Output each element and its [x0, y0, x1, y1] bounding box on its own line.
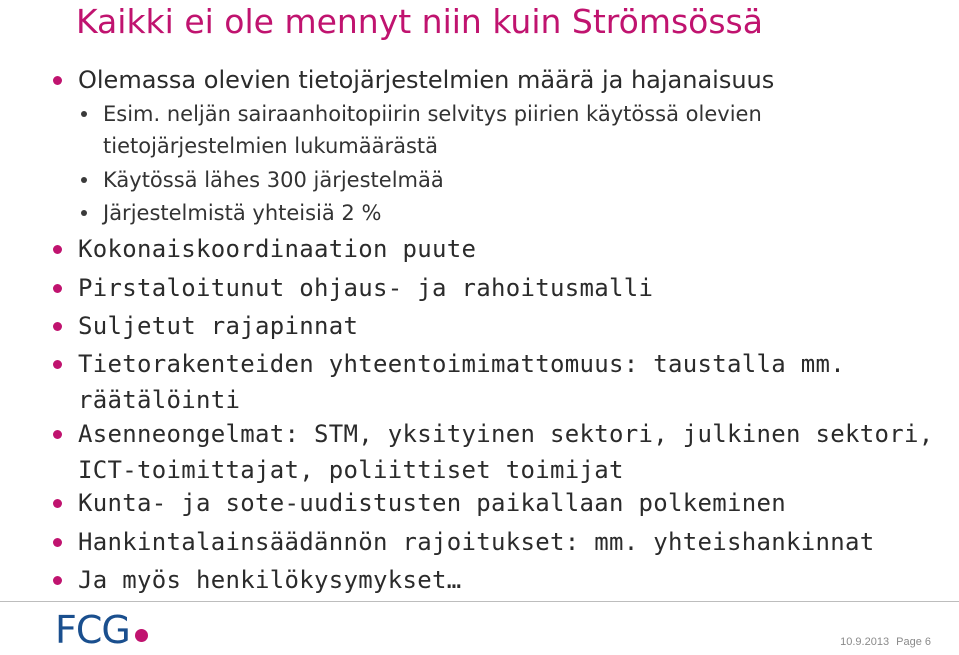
bullet-dot [53, 499, 62, 508]
bullet-item [78, 346, 845, 418]
bullet-item [78, 416, 933, 488]
sub-bullet-dot [81, 111, 87, 117]
bullet-item [78, 562, 461, 598]
sub-bullet-dot [81, 210, 87, 216]
bullet-item [78, 62, 774, 98]
sub-bullet-dot [81, 177, 87, 183]
bullet-item [78, 308, 358, 344]
bullet-text: Asenneongelmat: STM, yksityinen sektori, julkinen sektori, [78, 420, 934, 448]
footer-date: 10.9.2013 [840, 636, 890, 648]
footer-divider [0, 601, 959, 602]
bullet-text: Hankintalainsäädännön rajoitukset: mm. yhteishankinnat [78, 528, 875, 556]
bullet-item [78, 231, 476, 267]
sub-bullet-item [103, 164, 444, 196]
bullet-dot [53, 76, 62, 85]
bullet-item [78, 485, 786, 521]
bullet-dot [53, 430, 62, 439]
fcg-logo [55, 608, 148, 652]
bullet-text: Tietorakenteiden yhteentoimimattomuus: taustalla mm. [78, 350, 845, 378]
sub-bullet-item [103, 197, 381, 229]
bullet-text: ICT-toimittajat, poliittiset toimijat [78, 456, 624, 484]
sub-bullet-text: tietojärjestelmien lukumäärästä [103, 134, 438, 158]
logo-wordmark: FCG [55, 608, 130, 652]
bullet-text: räätälöinti [78, 386, 241, 414]
bullet-text: Pirstaloitunut ohjaus- ja rahoitusmalli [78, 274, 654, 302]
slide-title: Kaikki ei ole mennyt niin kuin Strömsössä [76, 2, 763, 41]
bullet-dot [53, 360, 62, 369]
bullet-text: Ja myös henkilökysymykset… [78, 566, 462, 594]
logo-dot-icon [135, 629, 148, 642]
bullet-text: Olemassa olevien tietojärjestelmien määrä ja hajanaisuus [78, 66, 775, 94]
sub-bullet-text: Käytössä lähes 300 järjestelmää [103, 168, 444, 192]
page-number: Page 6 [896, 636, 931, 648]
sub-bullet-item [103, 98, 762, 162]
bullet-text: Suljetut rajapinnat [78, 312, 359, 340]
bullet-text: Kokonaiskoordinaation puute [78, 235, 477, 263]
bullet-item [78, 270, 653, 306]
bullet-dot [53, 284, 62, 293]
sub-bullet-text: Esim. neljän sairaanhoitopiirin selvitys piirien käytössä olevien [103, 102, 762, 126]
bullet-text: Kunta- ja sote-uudistusten paikallaan polkeminen [78, 489, 786, 517]
bullet-item [78, 524, 874, 560]
footer-meta [836, 636, 931, 648]
sub-bullet-text: Järjestelmistä yhteisiä 2 % [103, 201, 382, 225]
bullet-dot [53, 245, 62, 254]
bullet-dot [53, 538, 62, 547]
bullet-dot [53, 576, 62, 585]
bullet-dot [53, 322, 62, 331]
